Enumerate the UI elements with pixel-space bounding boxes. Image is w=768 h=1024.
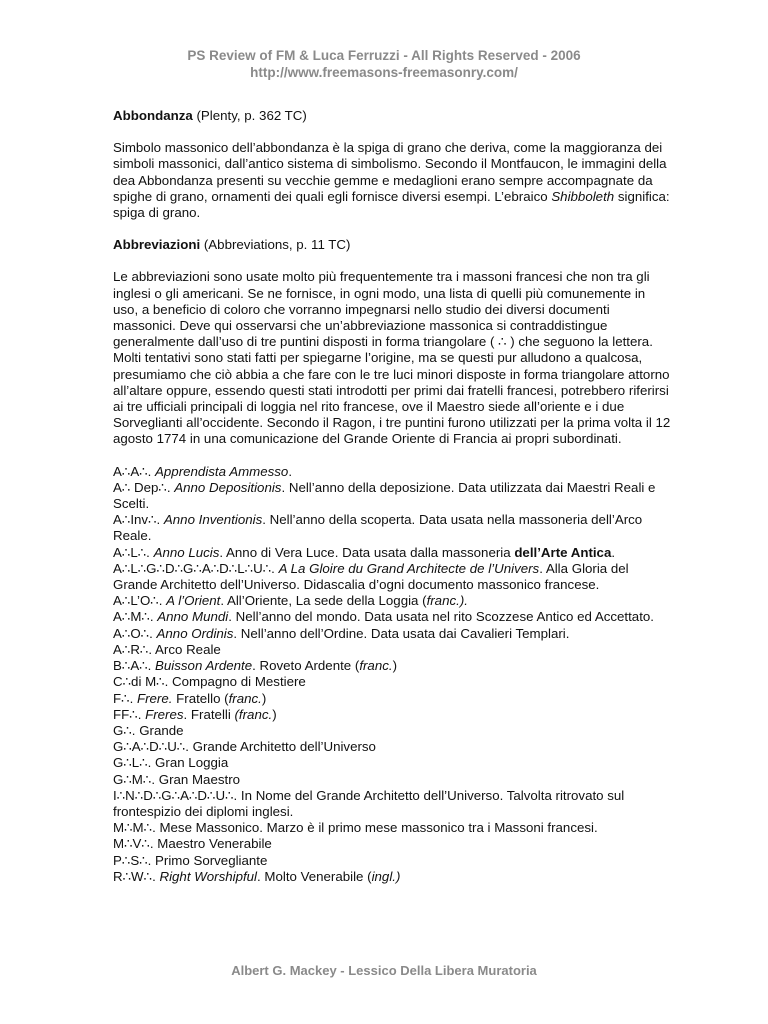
entry-reference: (Abbreviations, p. 11 TC) [200, 237, 351, 253]
entry-reference: (Plenty, p. 362 TC) [192, 108, 307, 123]
abbreviation-text: . Molto Venerabile ( [257, 868, 372, 884]
entry-abbondanza-text [113, 140, 673, 221]
abbreviation-text: ingl.) [371, 868, 401, 884]
abbreviation-item [113, 836, 673, 852]
abbreviation-item [113, 853, 673, 869]
entry-text: Simbolo massonico dell’abbondanza è la spiga di grano che deriva, come la maggioranza dei simboli massonici, dall’antico sistema di simbolismo. Secondo il Montfaucon, le immagini della dea Abbondanza presenti su vecchie gemme e medaglioni erano sempre accompagnate da spighe di grano, ornamenti dei quali egli fornisce diversi esempi. L’ebraico [113, 140, 667, 204]
abbreviation-item [113, 464, 673, 480]
document-body [113, 108, 673, 885]
entry-term: Abbondanza [113, 108, 193, 123]
abbreviation-text: . Anno di Vera Luce. Data usata dalla massoneria [219, 544, 515, 560]
entry-abbreviazioni-text: Le abbreviazioni sono usate molto più frequentemente tra i massoni francesi che non tra gli inglesi o gli americani. Se ne fornisce, in ogni modo, una lista di quelli più comunemente in uso, a beneficio di coloro che vorranno impegnarsi nello studio dei diversi documenti massonici. Deve qui osservarsi che un’abbreviazione massonica si contraddistingue generalmente dall’uso di tre puntini disposti in forma triangolare ( ∴ ) che seguono la lettera. Molti tentativi sono stati fatti per spiegarne l’origine, ma se questi pur alludono a qualcosa, presumiamo che ciò abbia a che fare con le tre luci minori disposte in forma triangolare attorno all’altare oppure, essendo questi stati introdotti per primi dai fratelli francesi, potrebbero riferirsi ai tre ufficiali principali di loggia nel rito francese, ove il Maestro siede all’oriente e i due Sorveglianti all’occidente. Secondo il Ragon, i tre puntini furono utilizzati per la prima volta il 12 agosto 1774 in una comunicazione del Grande Oriente di Francia ai propri subordinati. [113, 269, 671, 447]
abbreviation-text: M∴V∴. Maestro Venerabile [113, 836, 272, 852]
abbreviation-text: A∴L∴. [113, 544, 154, 560]
abbreviation-list [113, 464, 673, 885]
abbreviation-text: G∴A∴D∴U∴. Grande Architetto dell’Universo [113, 739, 376, 755]
abbreviation-item [113, 723, 673, 739]
abbreviation-text: dell’Arte Antica [514, 544, 612, 560]
abbreviation-text: A∴Inv∴. [113, 512, 164, 528]
abbreviation-text: . [288, 463, 293, 479]
entry-abbreviazioni-heading [113, 237, 673, 253]
abbreviation-text: ) [261, 690, 267, 706]
abbreviation-text: Anno Inventionis [163, 512, 263, 528]
header-url: http://www.freemasons-freemasonry.com/ [250, 65, 518, 80]
abbreviation-text: Anno Lucis [153, 544, 220, 560]
abbreviation-text: Right Worshipful [159, 868, 258, 884]
abbreviation-text: . Nell’anno dell’Ordine. Data usata dai Cavalieri Templari. [233, 625, 570, 641]
abbreviation-text: Freres [145, 706, 184, 722]
abbreviation-item [113, 626, 673, 642]
abbreviation-item [113, 691, 673, 707]
abbreviation-text: . Roveto Ardente ( [252, 658, 360, 674]
abbreviation-item [113, 755, 673, 771]
abbreviation-item [113, 593, 673, 609]
abbreviation-item [113, 609, 673, 625]
abbreviation-text: I∴N∴D∴G∴A∴D∴U∴. In Nome del Grande Architetto dell’Universo. Talvolta ritrovato sul frontespizio dei diplomi inglesi. [113, 787, 625, 819]
abbreviation-text: franc.). [426, 593, 468, 609]
abbreviation-text: M∴M∴. Mese Massonico. Marzo è il primo mese massonico tra i Massoni francesi. [113, 820, 598, 836]
abbreviation-text: Fratello ( [172, 690, 229, 706]
abbreviation-text: FF∴. [113, 706, 146, 722]
abbreviation-item [113, 739, 673, 755]
abbreviation-item [113, 512, 673, 544]
abbreviation-item [113, 772, 673, 788]
abbreviation-item [113, 658, 673, 674]
abbreviation-text: . Alla Gloria del Grande Architetto dell’Universo. Didascalia d’ogni documento massonico francese. [113, 560, 629, 593]
abbreviation-text: A La Gloire du Grand Architecte de l’Univers [278, 560, 540, 576]
abbreviation-text: A∴M∴. [113, 609, 158, 625]
abbreviation-text: . Nell’anno della deposizione. Data utilizzata dai Maestri Reali e Scelti. [113, 479, 656, 512]
abbreviation-text: A∴ Dep∴. [113, 479, 175, 495]
abbreviation-text: . All’Oriente, La sede della Loggia ( [220, 593, 427, 609]
abbreviation-text: Frere. [136, 690, 173, 706]
abbreviation-item [113, 788, 673, 820]
page-footer: Albert G. Mackey - Lessico Della Libera Muratoria [231, 963, 537, 978]
abbreviation-text: G∴M∴. Gran Maestro [113, 771, 241, 787]
abbreviation-text: ) [272, 706, 277, 722]
abbreviation-item [113, 674, 673, 690]
abbreviation-text: . Fratelli [183, 706, 235, 722]
abbreviation-text: G∴. Grande [113, 722, 184, 738]
entry-text-italic: Shibboleth [551, 188, 615, 204]
abbreviation-text: R∴W∴. [113, 868, 160, 884]
header-copyright: PS Review of FM & Luca Ferruzzi - All Rights Reserved - 2006 [187, 48, 581, 63]
abbreviation-text: franc. [228, 690, 262, 706]
page-header [0, 47, 768, 81]
abbreviation-text: franc. [359, 658, 393, 674]
abbreviation-text: Anno Ordinis [156, 625, 234, 641]
abbreviation-text: Apprendista Ammesso [155, 463, 289, 479]
abbreviation-text: Buisson Ardente [155, 658, 253, 674]
abbreviation-item [113, 707, 673, 723]
abbreviation-text: A∴L’O∴. [113, 593, 167, 609]
abbreviation-item [113, 480, 673, 512]
entry-term: Abbreviazioni [113, 237, 201, 253]
abbreviation-item [113, 561, 673, 593]
abbreviation-item [113, 869, 673, 885]
entry-text: significa: spiga di grano. [113, 188, 670, 221]
entry-abbondanza-heading [113, 108, 673, 124]
abbreviation-text: Anno Depositionis [174, 479, 282, 495]
abbreviation-text: . [611, 544, 616, 560]
abbreviation-text: ) [392, 658, 398, 674]
abbreviation-text: P∴S∴. Primo Sorvegliante [113, 852, 268, 868]
abbreviation-text: Anno Mundi [157, 609, 229, 625]
abbreviation-text: A∴O∴. [113, 625, 157, 641]
abbreviation-item [113, 642, 673, 658]
abbreviation-text: . Nell’anno del mondo. Data usata nel rito Scozzese Antico ed Accettato. [228, 609, 654, 625]
abbreviation-text: A∴L∴G∴D∴G∴A∴D∴L∴U∴. [113, 560, 279, 576]
abbreviation-item [113, 545, 673, 561]
abbreviation-text: (franc. [234, 706, 273, 722]
abbreviation-item [113, 820, 673, 836]
abbreviation-text: B∴A∴. [113, 658, 156, 674]
abbreviation-text: C∴di M∴. Compagno di Mestiere [113, 674, 306, 690]
abbreviation-text: F∴. [113, 690, 137, 706]
abbreviation-text: . Nell’anno della scoperta. Data usata nella massoneria dell’Arco Reale. [113, 512, 643, 544]
abbreviation-text: G∴L∴. Gran Loggia [113, 755, 229, 771]
abbreviation-text: A∴R∴. Arco Reale [113, 641, 221, 657]
abbreviation-text: A∴A∴. [113, 463, 156, 479]
abbreviation-text: A l’Orient [166, 593, 221, 609]
